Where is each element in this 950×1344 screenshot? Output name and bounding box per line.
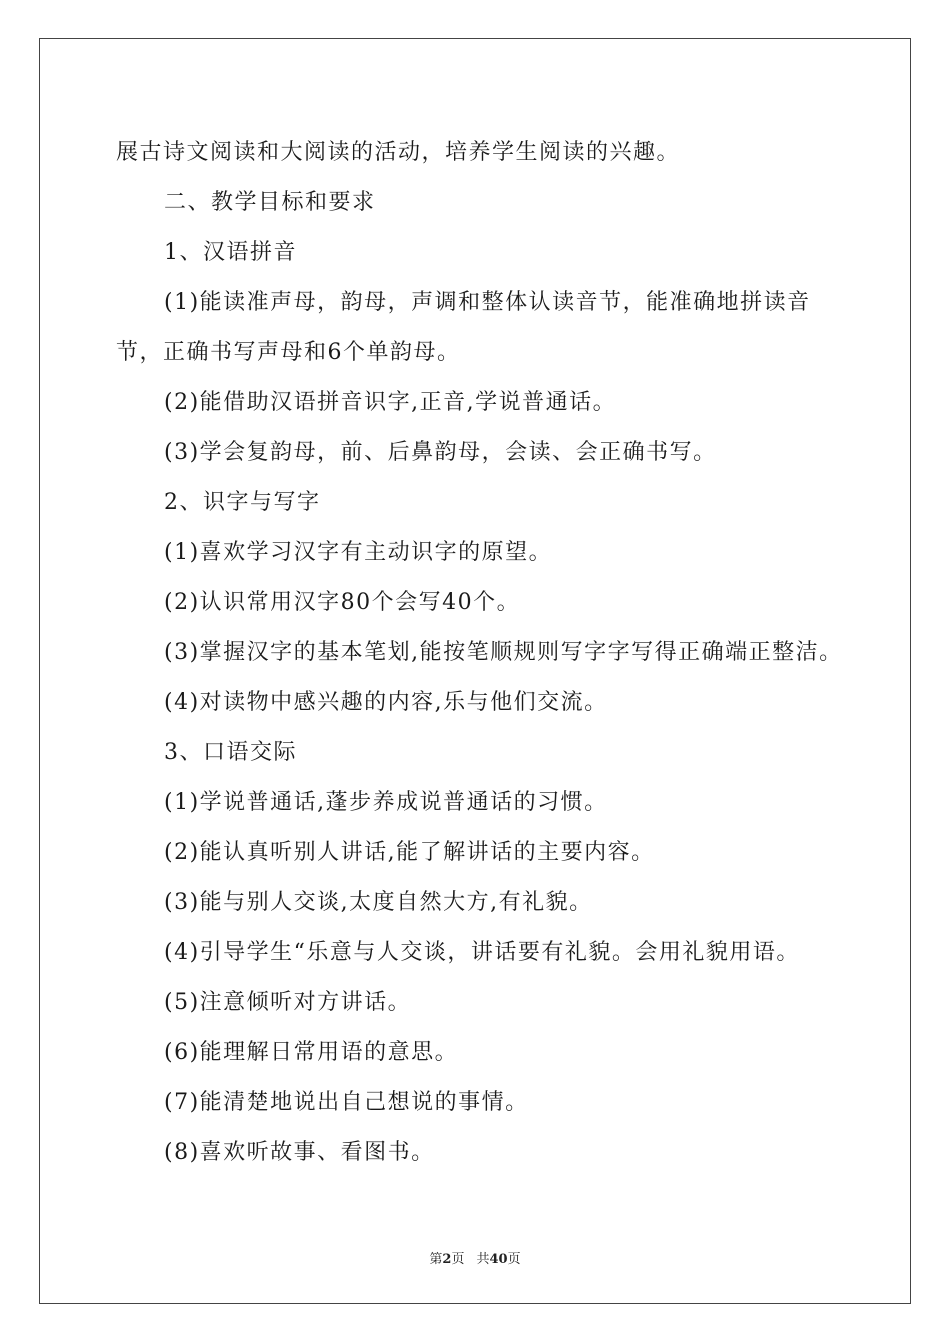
subsection-heading-oral: 3、口语交际 (164, 740, 297, 765)
total-suffix: 页 (507, 1252, 521, 1267)
text-line-7: (3)学会复韵母，前、后鼻韵母，会读、会正确书写。 (164, 440, 717, 465)
page-footer (0, 1248, 950, 1267)
text-line-16: (3)能与别人交谈,太度自然大方,有礼貌。 (164, 890, 593, 915)
total-prefix: 共 (476, 1252, 490, 1267)
subsection-heading-pinyin: 1、汉语拼音 (164, 240, 297, 265)
text-line-12: (4)对读物中感兴趣的内容,乐与他们交流。 (164, 690, 608, 715)
text-line-14: (1)学说普通话,蓬步养成说普通话的习惯。 (164, 790, 608, 815)
text-line-5: 节，正确书写声母和6个单韵母。 (116, 340, 461, 365)
text-line-10: (2)认识常用汉字80个会写40个。 (164, 590, 521, 615)
text-line-20: (7)能清楚地说出自己想说的事情。 (164, 1090, 529, 1115)
document-body (116, 128, 846, 1178)
section-heading-2: 二、教学目标和要求 (164, 190, 376, 215)
text-line-21: (8)喜欢听故事、看图书。 (164, 1140, 435, 1165)
text-line-18: (5)注意倾听对方讲话。 (164, 990, 412, 1015)
text-line-4: (1)能读准声母，韵母，声调和整体认读音节，能准确地拼读音 (164, 290, 811, 315)
total-pages: 40 (489, 1252, 508, 1267)
text-line-15: (2)能认真听别人讲话,能了解讲话的主要内容。 (164, 840, 655, 865)
text-line-19: (6)能理解日常用语的意思。 (164, 1040, 459, 1065)
text-line-11: (3)掌握汉字的基本笔划,能按笔顺规则写字字写得正确端正整洁。 (164, 640, 843, 665)
subsection-heading-literacy: 2、识字与写字 (164, 490, 321, 515)
text-line-6: (2)能借助汉语拼音识字,正音,学说普通话。 (164, 390, 617, 415)
text-line-9: (1)喜欢学习汉字有主动识字的原望。 (164, 540, 553, 565)
page-prefix: 第 (429, 1252, 443, 1267)
page-suffix: 页 (451, 1252, 465, 1267)
text-line-1: 展古诗文阅读和大阅读的活动，培养学生阅读的兴趣。 (116, 140, 681, 165)
text-line-17: (4)引导学生“乐意与人交谈，讲话要有礼貌。会用礼貌用语。 (164, 940, 800, 965)
page-number: 2 (442, 1252, 452, 1267)
